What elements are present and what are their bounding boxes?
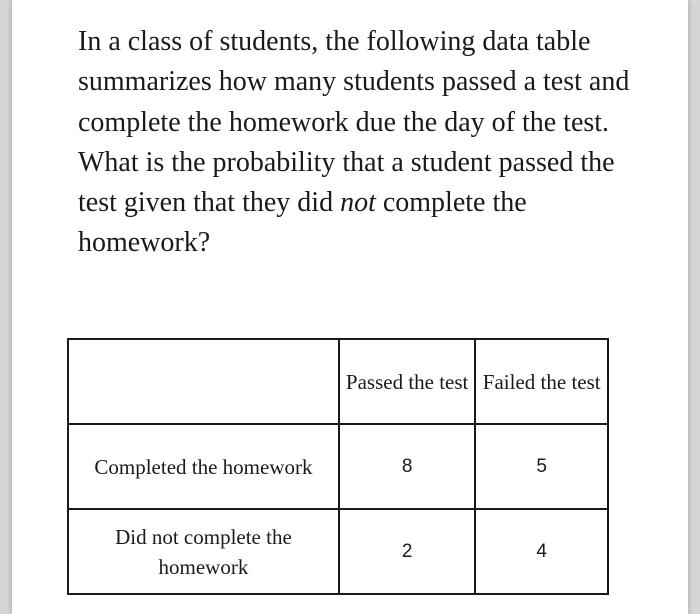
table-corner-cell	[68, 339, 339, 424]
data-table	[67, 338, 609, 595]
table-header-row	[68, 339, 608, 424]
question-text	[78, 22, 638, 264]
column-header-failed: Failed the test	[475, 339, 608, 424]
table-row	[68, 509, 608, 594]
row-label-completed: Completed the homework	[68, 424, 339, 509]
question-part-1: In a class of students, the following data table summarizes how many students passed a test and complete the homework due the day of the test. What is the probability that a student passed the test given that they did	[78, 26, 630, 219]
table-row	[68, 424, 608, 509]
cell-not-completed-passed: 2	[339, 509, 476, 594]
column-header-passed: Passed the test	[339, 339, 476, 424]
cell-not-completed-failed: 4	[475, 509, 608, 594]
row-label-not-completed: Did not complete the homework	[68, 509, 339, 594]
question-part-2: complete the homework?	[78, 187, 527, 259]
cell-completed-passed: 8	[339, 424, 476, 509]
question-emphasis: not	[340, 187, 376, 219]
cell-completed-failed: 5	[475, 424, 608, 509]
